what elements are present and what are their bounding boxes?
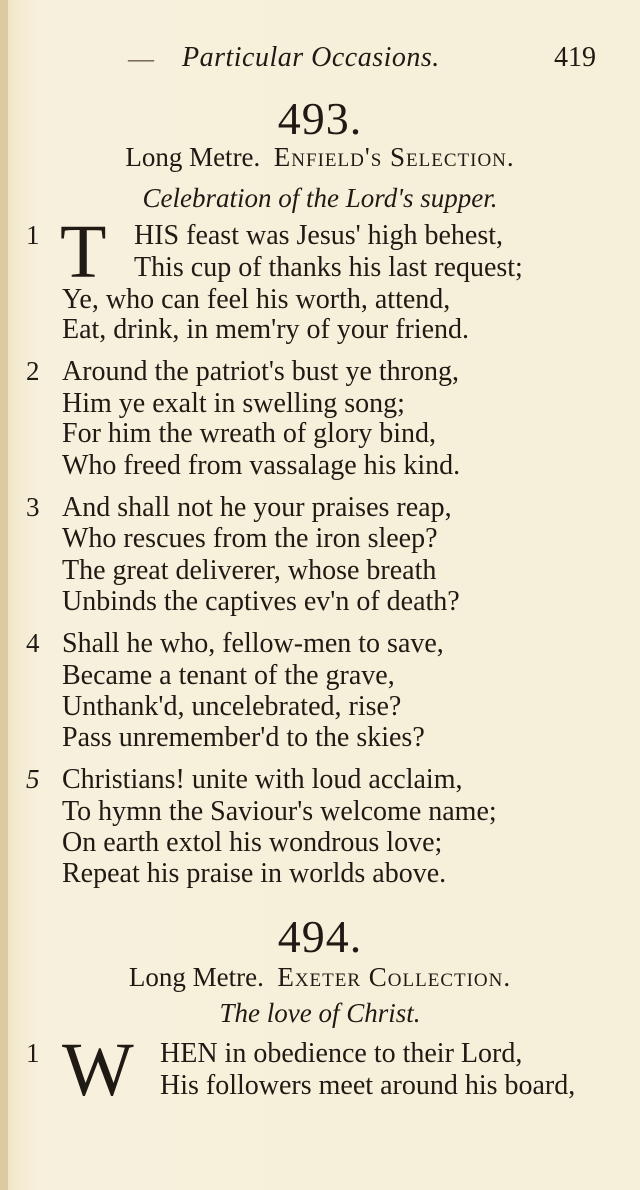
stanza-line: For him the wreath of glory bind, (62, 418, 437, 449)
stanza-line: Shall he who, fellow-men to save, (62, 628, 444, 659)
drop-cap-letter: W (62, 1028, 134, 1112)
drop-cap-letter: T (60, 210, 107, 294)
stanza-line: Pass unremember'd to the skies? (62, 722, 425, 753)
stanza-line: Repeat his praise in worlds above. (62, 858, 447, 889)
stanza-line: His followers meet around his board, (160, 1070, 576, 1101)
hymn-493-meter-line (0, 142, 640, 173)
hymn-493-occasion: Celebration of the Lord's supper. (142, 183, 498, 213)
stanza-line: Christians! unite with loud acclaim, (62, 764, 463, 795)
stanza-line: Unthank'd, uncelebrated, rise? (62, 691, 402, 722)
stanza-line: This cup of thanks his last request; (134, 252, 523, 283)
hymn-494-meter: Long Metre. (128, 962, 264, 992)
stanza-number: 3 (26, 492, 40, 522)
stanza-line: Eat, drink, in mem'ry of your friend. (62, 314, 470, 345)
stanza-number: 4 (26, 628, 40, 658)
hymn-494-number: 494. (277, 911, 363, 962)
stanza-line: Him ye exalt in swelling song; (62, 388, 405, 419)
stanza-line: And shall not he your praises reap, (62, 492, 452, 523)
stanza-line: Ye, who can feel his worth, attend, (62, 284, 451, 315)
stanza-number: 1 (26, 1038, 40, 1068)
stanza-number: 5 (26, 764, 40, 794)
running-head-title: Particular Occasions. (182, 42, 440, 73)
stanza-line: HEN in obedience to their Lord, (160, 1038, 523, 1069)
hymn-493-meter: Long Metre. (125, 142, 261, 172)
stanza-line: Around the patriot's bust ye throng, (62, 356, 459, 387)
stanza-line: On earth extol his wondrous love; (62, 827, 443, 858)
hymn-493-number: 493. (277, 93, 363, 144)
stanza-number: 2 (26, 356, 40, 386)
running-head (0, 38, 640, 78)
running-head-dash: — (128, 44, 154, 73)
stanza-line: To hymn the Saviour's welcome name; (62, 796, 497, 827)
hymn-494-source: Exeter Collection. (277, 962, 512, 992)
stanza-line: HIS feast was Jesus' high behest, (134, 220, 503, 251)
stanza-line: Became a tenant of the grave, (62, 660, 395, 691)
stanza-line: Unbinds the captives ev'n of death? (62, 586, 460, 617)
hymn-493-source: Enfield's Selection. (273, 142, 515, 172)
stanza-line: Who rescues from the iron sleep? (62, 523, 438, 554)
page-number: 419 (554, 42, 596, 73)
hymn-494-occasion: The love of Christ. (219, 998, 421, 1028)
stanza-line: The great deliverer, whose breath (62, 555, 437, 586)
stanza-number: 1 (26, 220, 40, 250)
hymn-494-meter-line (0, 962, 640, 993)
stanza-line: Who freed from vassalage his kind. (62, 450, 461, 481)
